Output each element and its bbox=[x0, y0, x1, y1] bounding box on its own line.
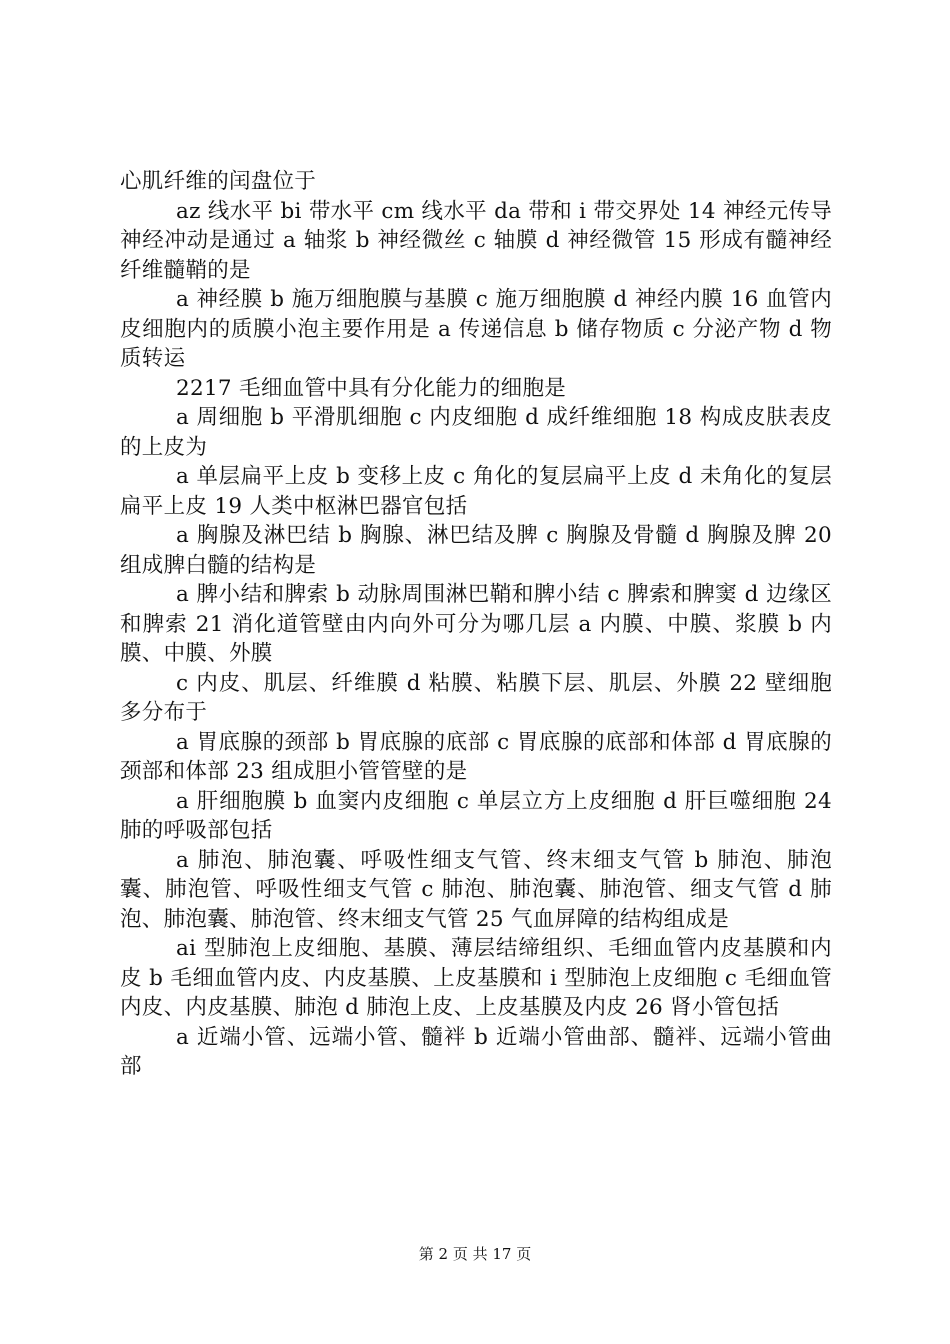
document-paragraph: a 胸腺及淋巴结 b 胸腺、淋巴结及脾 c 胸腺及骨髓 d 胸腺及脾 20 组成脾白髓的结构是 bbox=[120, 523, 832, 578]
document-paragraph: a 近端小管、远端小管、髓袢 b 近端小管曲部、髓袢、远端小管曲部 bbox=[120, 1024, 832, 1079]
document-paragraph: az 线水平 bi 带水平 cm 线水平 da 带和 i 带交界处 14 神经元传导神经冲动是通过 a 轴浆 b 神经微丝 c 轴膜 d 神经微管 15 形成有髓神经纤维髓鞘的是 bbox=[120, 198, 832, 283]
document-paragraph: a 肺泡、肺泡囊、呼吸性细支气管、终末细支气管 b 肺泡、肺泡囊、肺泡管、呼吸性细支气管 c 肺泡、肺泡囊、肺泡管、细支气管 d 肺泡、肺泡囊、肺泡管、终末细支气管 25 气血屏障的结构组成是 bbox=[120, 847, 832, 932]
document-paragraph: a 脾小结和脾索 b 动脉周围淋巴鞘和脾小结 c 脾索和脾窦 d 边缘区和脾索 21 消化道管壁由内向外可分为哪几层 a 内膜、中膜、浆膜 b 内膜、中膜、外膜 bbox=[120, 582, 832, 666]
document-body bbox=[120, 167, 832, 1082]
document-paragraph: c 内皮、肌层、纤维膜 d 粘膜、粘膜下层、肌层、外膜 22 壁细胞多分布于 bbox=[120, 670, 832, 725]
document-paragraph: a 周细胞 b 平滑肌细胞 c 内皮细胞 d 成纤维细胞 18 构成皮肤表皮的上皮为 bbox=[120, 405, 832, 460]
document-paragraph: 2217 毛细血管中具有分化能力的细胞是 bbox=[176, 375, 567, 401]
document-paragraph: a 单层扁平上皮 b 变移上皮 c 角化的复层扁平上皮 d 未角化的复层扁平上皮 19 人类中枢淋巴器官包括 bbox=[120, 464, 832, 519]
document-paragraph: ai 型肺泡上皮细胞、基膜、薄层结缔组织、毛细血管内皮基膜和内皮 b 毛细血管内皮、内皮基膜、上皮基膜和 i 型肺泡上皮细胞 c 毛细血管内皮、内皮基膜、肺泡 d 肺泡上皮、上皮基膜及内皮 26 肾小管包括 bbox=[120, 936, 832, 1020]
document-paragraph: a 胃底腺的颈部 b 胃底腺的底部 c 胃底腺的底部和体部 d 胃底腺的颈部和体部 23 组成胆小管管壁的是 bbox=[120, 729, 832, 784]
document-paragraph: a 神经膜 b 施万细胞膜与基膜 c 施万细胞膜 d 神经内膜 16 血管内皮细胞内的质膜小泡主要作用是 a 传递信息 b 储存物质 c 分泌产物 d 物质转运 bbox=[120, 287, 832, 371]
document-paragraph: 心肌纤维的闰盘位于 bbox=[120, 169, 317, 194]
page-footer: 第 2 页 共 17 页 bbox=[418, 1245, 532, 1263]
document-paragraph: a 肝细胞膜 b 血窦内皮细胞 c 单层立方上皮细胞 d 肝巨噬细胞 24 肺的呼吸部包括 bbox=[120, 788, 832, 843]
